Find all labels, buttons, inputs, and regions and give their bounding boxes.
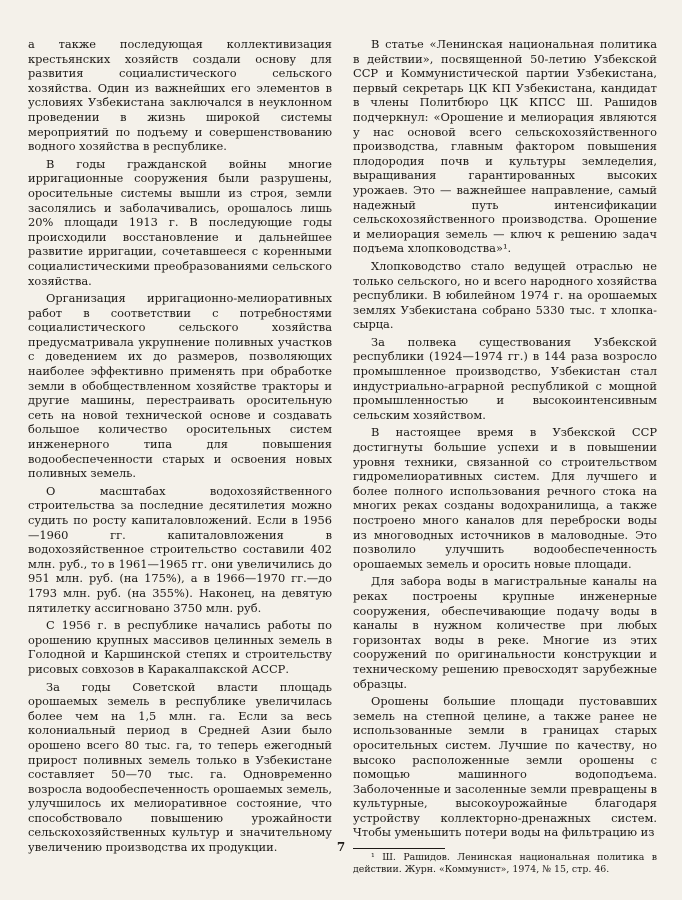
paragraph: В годы гражданской войны многие ирригационные сооружения были разрушены, оросительные системы вышли из строя, земли засолялись и заболачивались, орошалось лишь 20% площади 1913 г. В последующие годы происходили восстановление и дальнейшее развитие ирригации, сочетавшееся с коренными социалистическими преобразованиями сельского хозяйства.: [28, 156, 332, 288]
paragraph: За полвека существования Узбекской республики (1924—1974 гг.) в 144 раза возросло промышленное производство, Узбекистан стал индустриально-аграрной республикой с мощной промышленностью и высокоинтенсивным сельским хозяйством.: [353, 334, 657, 422]
paragraph: Орошены большие площади пустовавших земель на степной целине, а также ранее не использованные земли в границах старых оросительных систем. Лучшие по качеству, но высоко расположенные земли орошены с помощью машинного водоподъема. Заболоченные и засоленные земли превращены в культурные, высокоурожайные благодаря устройству коллекторно-дренажных систем. Чтобы уменьшить потери воды на фильтрацию из: [353, 694, 657, 840]
paragraph: О масштабах водохозяйственного строительства за последние десятилетия можно судить по росту капиталовложений. Если в 1956—1960 гг. капиталовложения в водохозяйственное строительство составили 402 млн. руб., то в 1961—1965 гг. они увеличились до 951 млн. руб. (на 175%), а в 1966—1970 гг.—до 1793 млн. руб. (на 355%). Наконец, на девятую пятилетку ассигновано 3750 млн. руб.: [28, 483, 332, 615]
footnote: ¹ Ш. Рашидов. Ленинская национальная политика в действии. Журн. «Коммунист», 1974, № 15, стр. 46.: [353, 852, 657, 875]
paragraph: Для забора воды в магистральные каналы на реках построены крупные инженерные сооружения, обеспечивающие подачу воды в каналы в нужном количестве при любых горизонтах воды в реке. Многие из этих сооружений по оригинальности конструкции и техническому решению превосходят зарубежные образцы.: [353, 574, 657, 691]
right-column: [353, 37, 657, 879]
paragraph: а также последующая коллективизация крестьянских хозяйств создали основу для развития социалистического сельского хозяйства. Один из важнейших его элементов в условиях Узбекистана заключался в неуклонном проведении в жизнь широкой системы мероприятий по подъему и совершенствованию водного хозяйства в республике.: [28, 37, 332, 154]
paragraph: За годы Советской власти площадь орошаемых земель в республике увеличилась более чем на 1,5 млн. га. Если за весь колониальный период в Средней Азии было орошено всего 80 тыс. га, то теперь ежегодный прирост поливных земель только в Узбекистане составляет 50—70 тыс. га. Одновременно возросла водообеспеченность орошаемых земель, улучшилось их мелиоративное состояние, что способствовало повышению урожайности сельскохозяйственных культур и значительному увеличению производства их продукции.: [28, 679, 332, 855]
paragraph: Организация ирригационно-мелиоративных работ в соответствии с потребностями социалистического сельского хозяйства предусматривала укрупнение поливных участков с доведением их до размеров, позволяющих наиболее эффективно применять при обработке земли в обобществленном хозяйстве тракторы и другие машины, перестраивать оросительную сеть на новой технической основе и создавать большое количество оросительных систем инженерного типа для повышения водообеспеченности старых и освоения новых поливных земель.: [28, 291, 332, 481]
page-number: 7: [336, 840, 346, 854]
paragraph: В статье «Ленинская национальная политика в действии», посвященной 50-летию Узбекской ССР и Коммунистической партии Узбекистана, первый секретарь ЦК КП Узбекистана, кандидат в члены Политбюро ЦК КПСС Ш. Рашидов подчеркнул: «Орошение и мелиорация являются у нас основой всего сельскохозяйственного производства, главным фактором повышения плодородия почв и культуры земледелия, выращивания гарантированных высоких урожаев. Это — важнейшее направление, самый надежный путь интенсификации сельскохозяйственного производства. Орошение и мелиорация земель — ключ к решению задач подъема хлопководства»¹.: [353, 37, 657, 256]
paragraph: В настоящее время в Узбекской ССР достигнуты большие успехи и в повышении уровня техники, связанной со строительством гидромелиоративных систем. Для лучшего и более полного использования речного стока на многих реках созданы водохранилища, а также построено много каналов для переброски воды из многоводных источников в маловодные. Это позволило улучшить водообеспеченность орошаемых земель и оросить новые площади.: [353, 425, 657, 571]
paragraph: С 1956 г. в республике начались работы по орошению крупных массивов целинных земель в Голодной и Каршинской степях и строительству рисовых совхозов в Каракалпакской АССР.: [28, 618, 332, 676]
paragraph: Хлопководство стало ведущей отраслью не только сельского, но и всего народного хозяйства республики. В юбилейном 1974 г. на орошаемых землях Узбекистана собрано 5330 тыс. т хлопка-сырца.: [353, 258, 657, 332]
left-column: [28, 37, 332, 858]
